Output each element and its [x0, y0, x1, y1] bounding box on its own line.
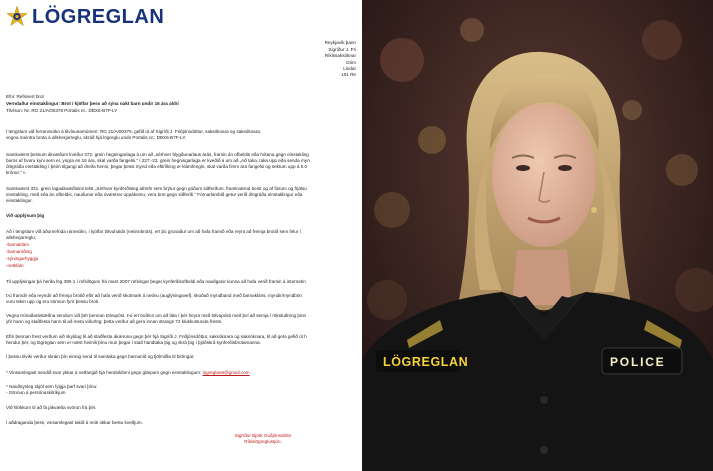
signature: Sigríður Björk Guðjónsdóttir Ríkislögreglustjóri.	[234, 433, 292, 444]
logo-text: LÖGREGLAN	[32, 6, 165, 28]
deadline-paragraph: Vegna trúnaðarástæðna sendum við þér þennan tölvupóst. Þú ert boðinn um að láta í þér heyra með tölvupósti með því að semja í rökstuðning þinn yfir hann og staðfesta hann til að meta viðurlög; þetta verður að gera innan strangs 72 klukkustunda frests.	[6, 313, 307, 325]
police-chief-photo	[362, 0, 713, 471]
police-star-icon	[6, 6, 28, 28]
offense-item: -netklám	[6, 263, 24, 268]
accusation-paragraph: Að í tengslum við aðurnefnda rannsókn, í kjölfar tölvuhalds (netinnbrots), ert þú grunaður um að hafa framið eða reynt að fremja brotið sem felur í allsherjarreglu;	[6, 229, 301, 241]
law-paragraph-1: Samkvæmt þessum ákvæðum kveður 372. grein hegningarlaga á um að „sérhver blygðunarlaus árás, framin án ofbeldis eða hótana gegn einstakling barns af hvoru kyni sem er, yngra en 16 ára, skal varða fangelsi.“ í 227.-23. grein hegningarlaga er kveðið á um að „Að taka, taka upp eða senda myn ólögráða einstakling í þeim tilgangi að dreifa henni, þegar þessi mynd eða eftirlíking er klámfengin, skal varða fimm ára fangelsi og sektum upp á 6.0 krónur.“ «.	[6, 152, 310, 176]
law-paragraph-2: Samkvæmt 331. grein lagaákvæðisins telst „Sérhver kynferðisleg athöfn sem brýtur gegn góðum siðferðum, framkvæmd beint og af fúsum og frjálsu einstakling, með eða án ofbeldis, nauðunar eða óvæntrar uppákomu, vera brot gegn siðferði.“ Fórnarlambið getur verið ólögráða einstaklingur eða einstaklingur.	[6, 186, 307, 204]
evidence-paragraph: Þú framdir eða reyndir að fremja brotið eftir að hafa verið skotmark á netinu (auglýsingavef), skoðað myndband með barnaklámi, myndir/myndbön voru tekin upp og eru sönnun fyrir þessu broti.	[6, 293, 302, 305]
case-title: Verndaður einstaklingur: Brot í kjölfar þess að sýna nakt barn undir 16 ára aldri	[6, 101, 179, 106]
logregla-logo	[6, 5, 164, 29]
recipient-address: Reykjavík þann Sigríður J. Fri Ríkissaksóknar Dóm Lindar 101 Re	[324, 40, 356, 78]
closing-greeting: Í aðdraganda þess, vinsamlegast takið á móti okkar bestu kveðjum.	[6, 420, 143, 425]
publication-notice: Í þessu tilviki verður skráin þín einnig send til samtaka gegn barnaníð og fjölmiðla til birtingar.	[6, 354, 195, 359]
intro-paragraph: Í tengslum við forrannsókn á tilvísunarnúmeri: RG 21/A/00376, gefið út af Sigríði J. Friðjónsdóttur, saksóknara og saksóknara, vegna meintra brota á allsherjarreglu, skráð hjá lögreglu undir Portalis nr.: DBX6-B7F-LY.	[6, 129, 262, 141]
required-documents-item: - Sönnun á persónuskilríkjum	[6, 390, 66, 395]
law-paragraph-3: Til upplýsingar þá herða lög 390-1 í refsilögum frá mars 2007 refsingar þegar kynferðisofbeldi eða nauðganir kunna að hafa verið framin á internetin	[6, 279, 306, 284]
offense-item: -barnaníðing	[6, 249, 32, 254]
reply-instruction: * Vinsamlegast sendið svar ykkar á netfangið hjá herdeildinni gegn glæpum gegn einstaklingum: logreglan6@gmail.com	[6, 370, 250, 375]
section-heading: Við upplýsum þig	[6, 213, 45, 218]
police-badge-text: POLICE	[610, 355, 666, 369]
uniform-patch-text: LÖGREGLAN	[383, 355, 469, 369]
reference-line: Tilvísun: Nr. RG 21/A/00376 Portalis nr.: DBX6-B7F-LY	[6, 108, 118, 113]
offense-item: -sýningarhyggja	[6, 256, 39, 261]
reply-email-link[interactable]: logreglan6@gmail.com	[202, 370, 250, 375]
required-documents: * Nauðsynleg skjöl sem fylgja þarf svari þínu:	[6, 384, 98, 389]
consequence-paragraph: Eftir þennan frest verðum við skyldug til að staðfesta ákæruna gegn þér hjá Sigríði J. Friðjónsdóttur, saksóknara og saksóknara, til að geta gefið út h hendur þér, og lögreglan sem er næst heimili þínu mun þegar í stað handtaka þig og skrá þig í þjóðskrá kynferðisbrotamanna.	[6, 334, 307, 346]
offense-item: -barnaklám	[6, 242, 29, 247]
subject-line: Efni: Refsivert brot	[6, 94, 44, 99]
closing-line: Við hlökkum til að fá jákvæða svörun frá þér.	[6, 405, 97, 410]
portrait-illustration	[362, 0, 713, 471]
